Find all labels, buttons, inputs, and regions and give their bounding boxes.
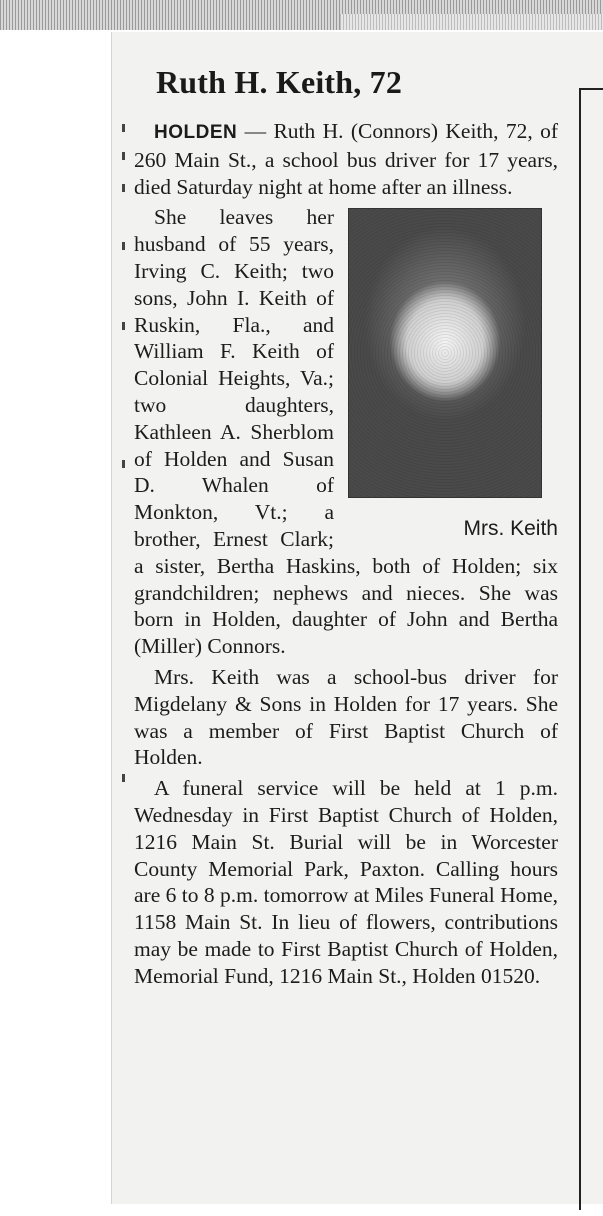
obituary-body <box>134 118 558 994</box>
column-rule-top <box>579 88 603 90</box>
portrait-photo <box>348 208 542 498</box>
obituary-headline: Ruth H. Keith, 72 <box>156 64 403 100</box>
paragraph-1-text: — Ruth H. (Connors) Keith, 72, of 260 Main St., a school bus driver for 17 years, died Saturday night at home after an illness. <box>134 119 559 199</box>
paragraph-2 <box>134 204 558 660</box>
dateline: HOLDEN <box>154 122 238 143</box>
portrait-figure <box>346 204 558 552</box>
paragraph-4: A funeral service will be held at 1 p.m. Wednesday in First Baptist Church of Holden, 1216 Main St. Burial will be in Worcester County Memorial Park, Paxton. Calling hours are 6 to 8 p.m. tomorrow at Miles Funeral Home, 1158 Main St. In lieu of flowers, contributions may be made to First Baptist Church of Holden, Memorial Fund, 1216 Main St., Holden 01520. <box>134 776 558 988</box>
paragraph-2-text: She leaves her husband of 55 years, Irving C. Keith; two sons, John I. Keith of Ruskin, Fla., and William F. Keith of Colonial Heights, Va.; two daughters, Kathleen A. Sherblom of Holden and Susan D. Whalen of Monkton, Vt.; a brother, Ernest Clark; a sister, Bertha Haskins, both of Holden; six grandchildren; nephews and nieces. She was born in Holden, daughter of John and Bertha (Miller) Connors. <box>134 205 558 659</box>
photo-caption: Mrs. Keith <box>463 517 558 541</box>
paragraph-3: Mrs. Keith was a school-bus driver for Migdelany & Sons in Holden for 17 years. She was a member of First Baptist Church of Holden. <box>134 664 558 770</box>
paragraph-1 <box>134 118 558 200</box>
column-rule <box>579 90 581 1210</box>
newsprint-edge-shadow <box>340 14 603 30</box>
